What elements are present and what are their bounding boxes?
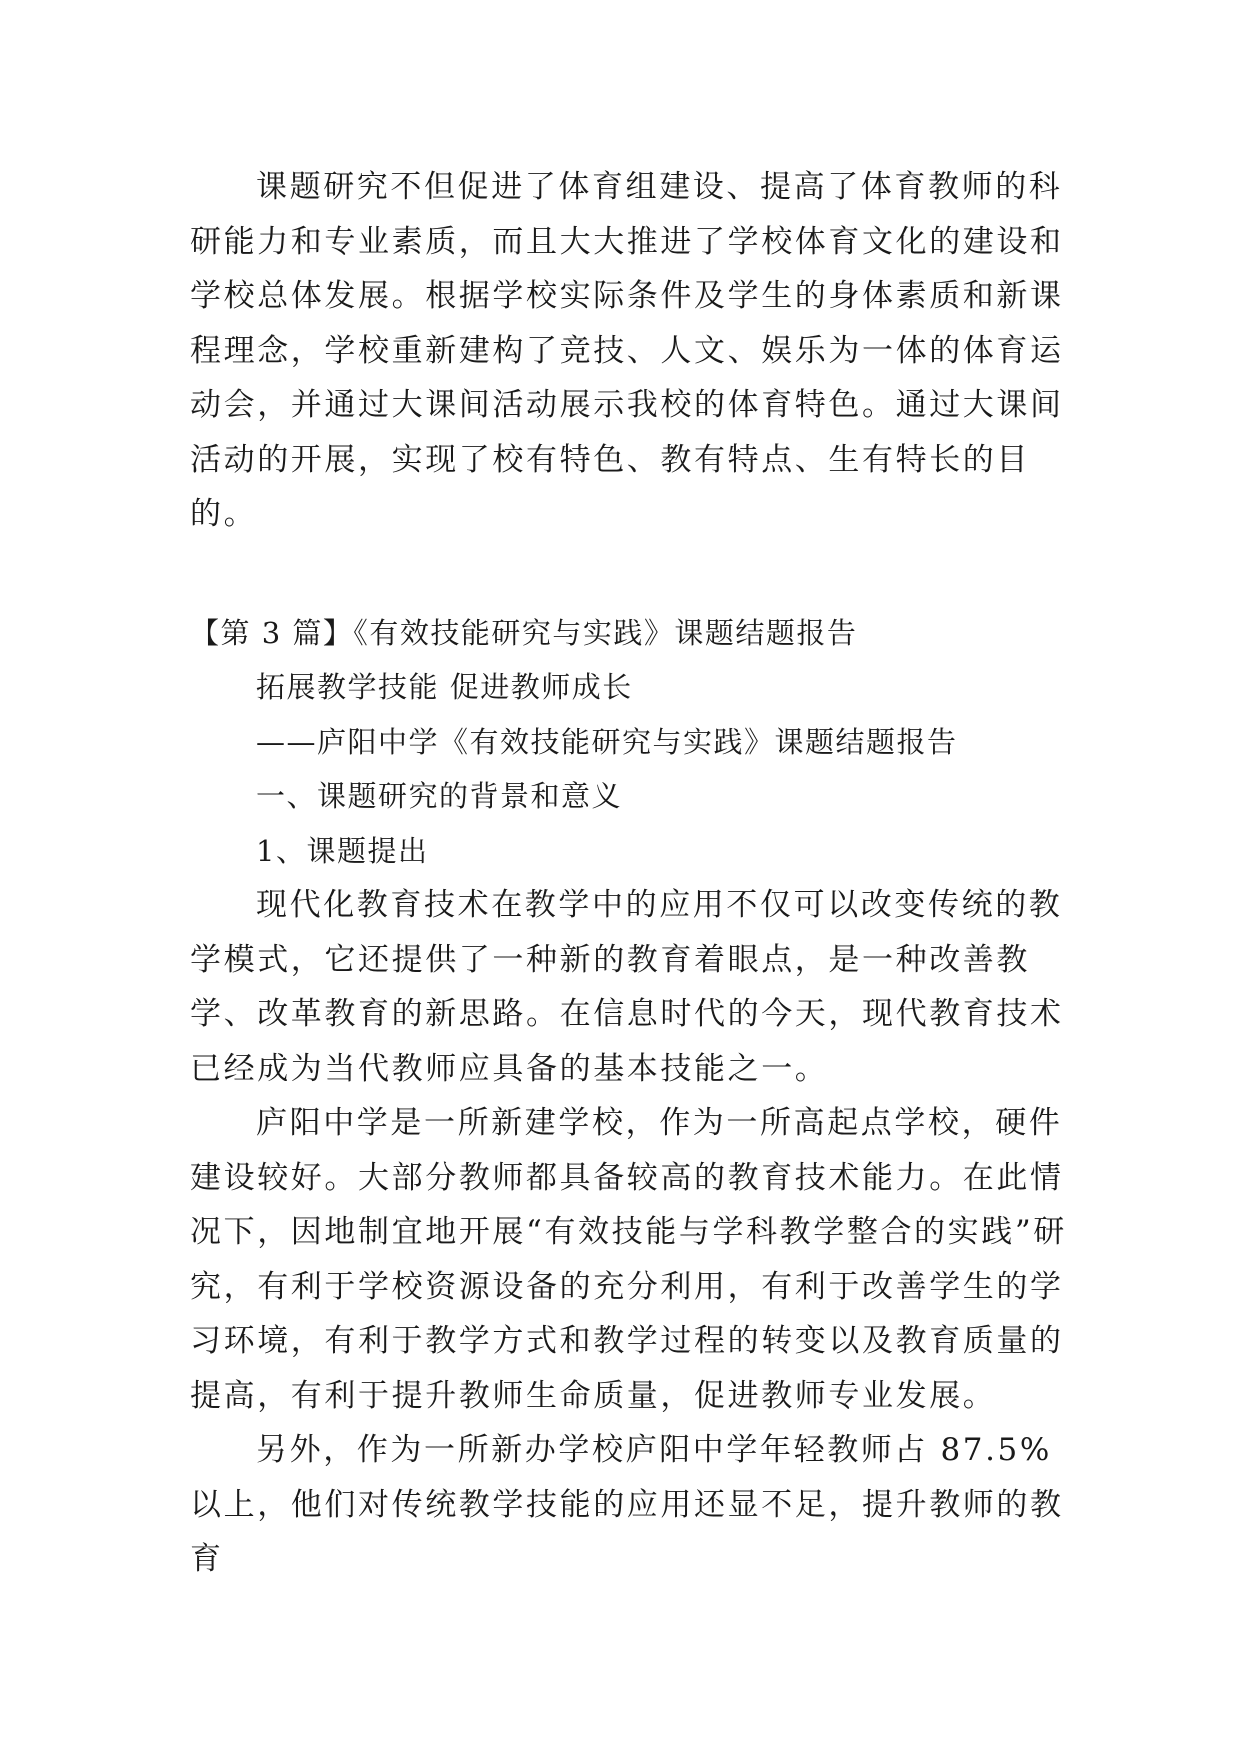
subtitle-2: ——庐阳中学《有效技能研究与实践》课题结题报告	[256, 724, 958, 759]
paragraph-4: 另外，作为一所新办学校庐阳中学年轻教师占 87.5%以上，他们对传统教学技能的应用还显不足，提升教师的教育	[190, 1432, 1064, 1577]
section-1-title: 一、课题研究的背景和意义	[256, 779, 623, 813]
section-heading: 【第 3 篇】《有效技能研究与实践》课题结题报告	[190, 615, 858, 650]
subtitle-1: 拓展教学技能 促进教师成长	[256, 670, 633, 704]
section-gap	[190, 542, 1070, 606]
paragraph-1: 课题研究不但促进了体育组建设、提高了体育教师的科研能力和专业素质，而且大大推进了学校体育文化的建设和学校总体发展。根据学校实际条件及学生的身体素质和新课程理念，学校重新建构了竞技、人文、娱乐为一体的体育运动会，并通过大课间活动展示我校的体育特色。通过大课间活动的开展，实现了校有特色、教有特点、生有特长的目的。	[190, 169, 1064, 532]
paragraph-3: 庐阳中学是一所新建学校，作为一所高起点学校，硬件建设较好。大部分教师都具备较高的教育技术能力。在此情况下，因地制宜地开展“有效技能与学科教学整合的实践”研究，有利于学校资源设备的充分利用，有利于改善学生的学习环境，有利于教学方式和教学过程的转变以及教育质量的提高，有利于提升教师生命质量，促进教师专业发展。	[190, 1105, 1067, 1414]
subsection-1-title: 1、课题提出	[256, 833, 429, 868]
paragraph-2: 现代化教育技术在教学中的应用不仅可以改变传统的教学模式，它还提供了一种新的教育着眼点，是一种改善教学、改革教育的新思路。在信息时代的今天，现代教育技术已经成为当代教师应具备的基本技能之一。	[190, 887, 1064, 1087]
document-body	[190, 160, 1070, 1587]
